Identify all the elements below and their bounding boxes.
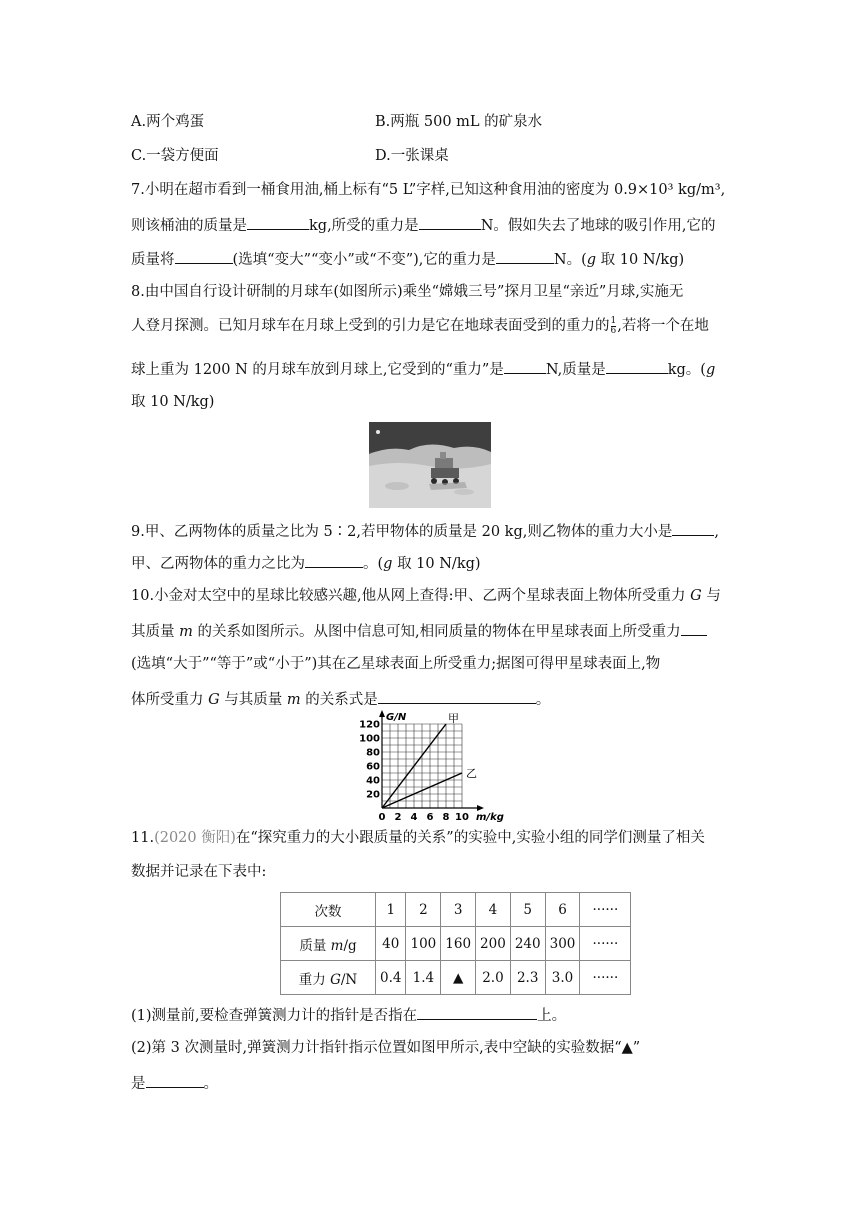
q11-text: 。 [203, 1076, 218, 1092]
q11-sub2-cont [131, 1072, 218, 1094]
q8-text: kg。( [667, 362, 706, 378]
q10-text: 。 [535, 692, 551, 708]
q11-sub2: (2)第 3 次测量时,弹簧测力计指针指示位置如图甲所示,表中空缺的实验数据“▲” [131, 1040, 641, 1056]
q7-line2 [131, 214, 715, 236]
trial-cell: 6 [545, 893, 580, 927]
answer-blank [378, 688, 536, 704]
source-tag: (2020 衡阳) [154, 830, 236, 846]
lunar-rover-image [369, 422, 491, 508]
lunar-rover-illustration [369, 422, 491, 508]
option-b: B.两瓶 500 mL 的矿泉水 [375, 114, 543, 130]
q11-number: 11. [131, 830, 155, 846]
g-m-chart-svg [358, 706, 504, 826]
q9-line1 [131, 520, 719, 542]
q9-text: 甲、乙两物体的重力之比为 [131, 556, 305, 572]
q9-text: 9.甲、乙两物体的质量之比为 5∶2,若甲物体的质量是 20 kg,则乙物体的重力大小是 [131, 524, 673, 540]
m-symbol: m [179, 624, 193, 640]
table-row-mass [281, 927, 631, 961]
mass-cell: 100 [406, 927, 441, 961]
q8-text: N,质量是 [545, 362, 606, 378]
table-row-trials [281, 893, 631, 927]
q11-text: (1)测量前,要检查弹簧测力计的指针是否指在 [131, 1008, 418, 1024]
y-tick-label: 120 [359, 719, 380, 731]
q11-line2: 数据并记录在下表中: [131, 864, 267, 880]
answer-blank [175, 248, 233, 264]
answer-blank [247, 214, 309, 230]
q7-line3 [131, 248, 684, 270]
series-label-2: 乙 [466, 767, 477, 780]
weight-cell: 3.0 [545, 961, 580, 995]
q8-line1: 8.由中国自行设计研制的月球车(如图所示)乘坐“嫦娥三号”探月卫星“亲近”月球,实施无 [131, 284, 684, 300]
q7-text: (选填“变大”“变小”或“不变”),它的重力是 [232, 252, 496, 268]
ellipsis-cell: ······ [580, 927, 631, 961]
g-symbol: G [208, 692, 220, 708]
mass-cell: 200 [476, 927, 511, 961]
g-symbol: g [586, 252, 597, 268]
q11-text: 上。 [537, 1008, 567, 1024]
ellipsis-cell: ······ [580, 961, 631, 995]
answer-blank [606, 358, 668, 374]
trial-cell: 5 [510, 893, 545, 927]
g-symbol: G [690, 588, 702, 604]
q10-line1 [131, 586, 721, 606]
q9-text: 。( [363, 556, 384, 572]
q10-text: 的关系如图所示。从图中信息可知,相同质量的物体在甲星球表面上所受重力 [192, 624, 681, 640]
q7-text: 则该桶油的质量是 [131, 218, 247, 234]
q8-text: 球上重为 1200 N 的月球车放到月球上,它受到的“重力”是 [131, 362, 504, 378]
mass-label-cell: 质量 m/g [281, 927, 376, 961]
answer-blank [417, 1004, 537, 1020]
q10-text: 10.小金对太空中的星球比较感兴趣,他从网上查得:甲、乙两个星球表面上物体所受重力 [131, 588, 691, 604]
y-tick-label: 80 [366, 747, 380, 759]
series-label-1: 甲 [448, 712, 459, 725]
y-tick-label: 20 [366, 789, 380, 801]
q11-text: 在“探究重力的大小跟质量的关系”的实验中,实验小组的同学们测量了相关 [235, 830, 705, 846]
q10-text: 体所受重力 [131, 692, 209, 708]
header-cell: 次数 [281, 893, 376, 927]
q7-text: 质量将 [131, 252, 175, 268]
table-row-weight [281, 961, 631, 995]
answer-blank [146, 1072, 204, 1088]
y-axis-arrow [379, 710, 385, 717]
answer-blank [305, 552, 363, 568]
g-symbol: g [383, 556, 393, 572]
q8-text: 人登月探测。已知月球车在月球上受到的引力是它在地球表面受到的重力的 [131, 318, 610, 334]
q9-text: , [714, 524, 719, 540]
trial-cell: 2 [406, 893, 441, 927]
fraction-numerator: 1 [610, 315, 617, 326]
x-tick-label: 4 [410, 812, 418, 823]
option-a: A.两个鸡蛋 [131, 114, 205, 130]
mass-cell: 40 [376, 927, 406, 961]
fraction-one-sixth [611, 317, 617, 336]
ellipsis-cell: ······ [580, 893, 631, 927]
answer-blank [504, 358, 546, 374]
weight-cell: 2.0 [476, 961, 511, 995]
mass-cell: 300 [545, 927, 580, 961]
g-m-chart [358, 706, 504, 830]
x-tick-label: 0 [378, 812, 386, 823]
trial-cell: 3 [441, 893, 476, 927]
answer-blank [672, 520, 714, 536]
q8-text: ,若将一个在地 [617, 318, 709, 334]
q10-line3: (选填“大于”“等于”或“小于”)其在乙星球表面上所受重力;据图可得甲星球表面上,物 [131, 656, 661, 672]
q8-line4: 取 10 N/kg) [131, 394, 215, 410]
weight-cell: 1.4 [406, 961, 441, 995]
q10-line2 [131, 620, 707, 642]
q11-line1 [131, 828, 705, 848]
data-table [280, 892, 631, 995]
x-tick-label: 6 [426, 812, 434, 823]
weight-cell: ▲ [441, 961, 476, 995]
answer-blank [681, 620, 707, 636]
weight-label-cell: 重力 G/N [281, 961, 376, 995]
x-tick-label: 2 [394, 812, 402, 823]
q10-text: 其质量 [131, 624, 180, 640]
option-c: C.一袋方便面 [131, 148, 219, 164]
y-tick-label: 60 [366, 761, 380, 773]
y-axis-label: G/N [386, 712, 407, 723]
g-symbol: g [705, 362, 716, 378]
q9-line2 [131, 552, 481, 574]
x-tick-label: 10 [455, 812, 469, 823]
q10-text: 的关系式是 [300, 692, 378, 708]
trial-cell: 4 [476, 893, 511, 927]
weight-cell: 2.3 [510, 961, 545, 995]
answer-blank [419, 214, 481, 230]
y-tick-label: 40 [366, 775, 380, 787]
q11-sub1 [131, 1004, 566, 1026]
x-tick-label: 8 [442, 812, 450, 823]
mass-cell: 160 [441, 927, 476, 961]
q11-text: 是 [131, 1076, 146, 1092]
q10-text: 与其质量 [219, 692, 287, 708]
y-tick-label: 100 [359, 733, 380, 745]
q9-text: 取 10 N/kg) [392, 556, 481, 572]
q7-text: N。( [553, 252, 587, 268]
q10-text: 与 [701, 588, 721, 604]
x-axis-arrow [477, 805, 484, 811]
fraction-denominator: 6 [610, 325, 617, 336]
m-symbol: m [286, 692, 301, 708]
x-axis-label: m/kg [476, 812, 504, 823]
q7-text: N。假如失去了地球的吸引作用,它的 [480, 218, 716, 234]
q7-text: kg,所受的重力是 [309, 218, 419, 234]
answer-blank [496, 248, 554, 264]
q8-line2 [131, 316, 709, 336]
q7-text: 取 10 N/kg) [596, 252, 685, 268]
q7-line1: 7.小明在超市看到一桶食用油,桶上标有“5 L”字样,已知这种食用油的密度为 0.9×10³ kg/m³, [131, 182, 726, 198]
trial-cell: 1 [376, 893, 406, 927]
mass-cell: 240 [510, 927, 545, 961]
q8-line3 [131, 358, 715, 380]
weight-cell: 0.4 [376, 961, 406, 995]
option-d: D.一张课桌 [375, 148, 449, 164]
